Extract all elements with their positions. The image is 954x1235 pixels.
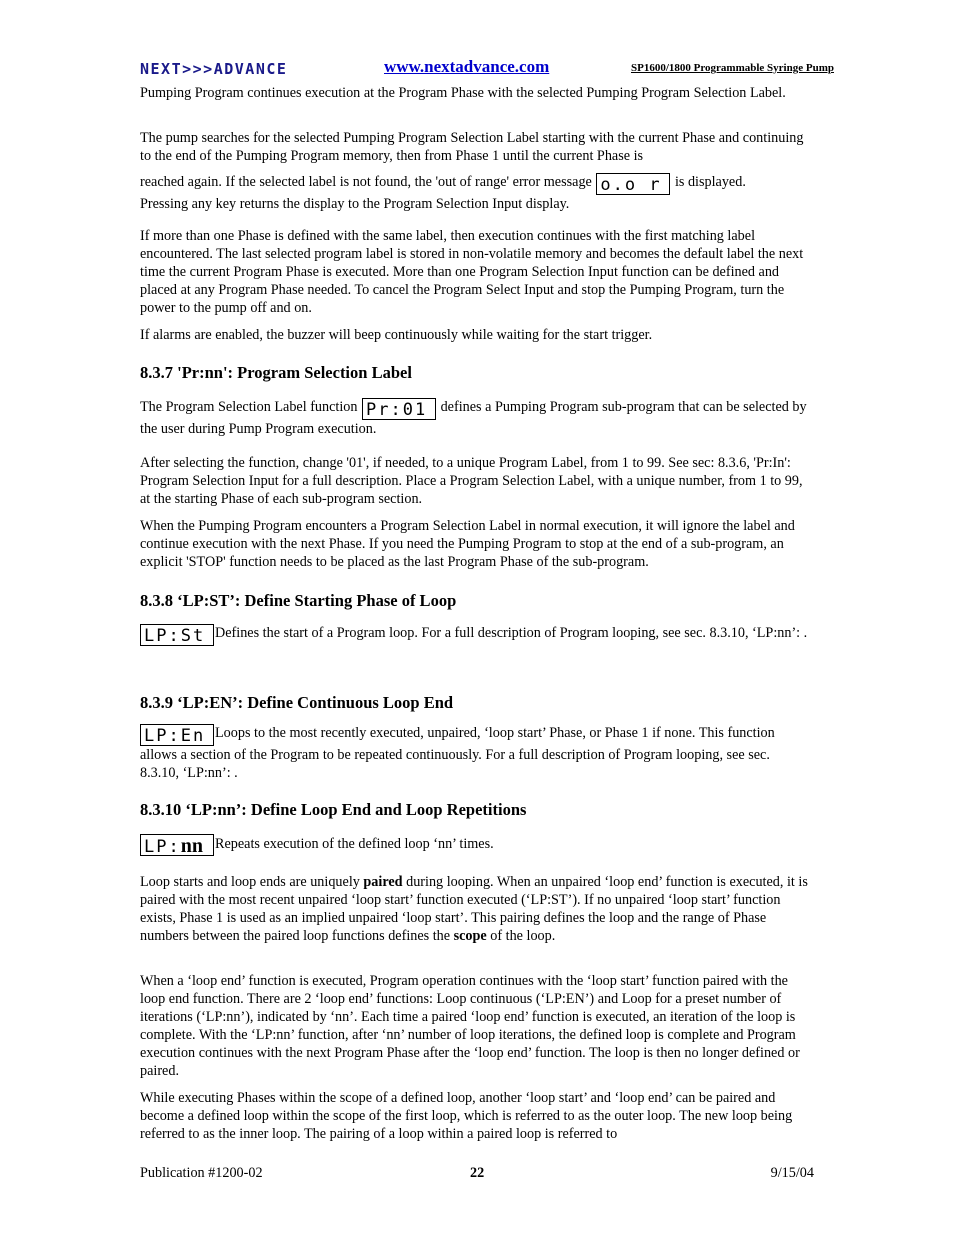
section-heading-8-3-8: 8.3.8 ‘LP:ST’: Define Starting Phase of Loop xyxy=(140,591,457,610)
paragraph-label-execution: When the Pumping Program encounters a Program Selection Label in normal execution, it will ignore the label and continue execution with the next Phase. If you need the Pumping Program to stop at the end of a sub-program, an explicit 'STOP' function needs to be placed as the last Program Phase of the sub-program. xyxy=(140,518,795,570)
paragraph-program-label: The Program Selection Label function Pr:01 defines a Pumping Program sub-program that can be selected by the user during Pump Program execution. xyxy=(140,399,807,437)
paragraph-label-selection: After selecting the function, change '01', if needed, to a unique Program Label, from 1 to 99. See sec: 8.3.6, 'Pr:In': Program Selection Input for a full description. Place a Program Selection Label, with a unique number, from 1 to 99, at the starting Phase of each sub-program section. xyxy=(140,455,803,507)
paragraph-nested-loops: While executing Phases within the scope of a defined loop, another ‘loop start’ and ‘loop end’ can be paired and become a defined loop within the scope of the first loop, which is referred to as the outer loop. The new loop being referred to as the inner loop. The pairing of a loop within a paired loop is referred to xyxy=(140,1090,793,1142)
website-link[interactable]: www.nextadvance.com xyxy=(384,57,550,76)
paragraph-alarms: If alarms are enabled, the buzzer will beep continuously while waiting for the start trigger. xyxy=(140,327,653,343)
lcd-lp-st-display: LP:St xyxy=(140,624,214,646)
paragraph-duplicate-labels: If more than one Phase is defined with the same label, then execution continues with the first matching label encountered. The last selected program label is stored in non-volatile memory and becomes the default label the next time the current Program Phase is executed. More than one Program Selection Input function can be defined and placed at any Program Phase needed. To cancel the Program Select Input and stop the Pumping Program, turn the power to the pump off and on. xyxy=(140,228,804,316)
paragraph-loop-repetitions: LP:nn Repeats execution of the defined loop ‘nn’ times. xyxy=(140,834,810,856)
lcd-pr-01-display: Pr:01 xyxy=(362,398,436,420)
lcd-out-of-range-display: o.o r xyxy=(596,173,670,195)
paragraph-loop-end-execution: When a ‘loop end’ function is executed, Program operation continues with the ‘loop start’ function paired with the loop end function. There are 2 ‘loop end’ functions: Loop continuous (‘LP:EN’) and Loop for a preset number of iterations (‘LP:nn’), indicated by ‘nn’. Each time a paired ‘loop end’ function is executed, an iteration of the loop is complete. With the ‘LP:nn’ function, after ‘nn’ number of loop iterations, the defined loop is complete and Program execution continues with the next Program Phase after the ‘loop end’ function. The loop is then no longer defined or paired. xyxy=(140,973,800,1079)
paragraph-loop-start: LP:St Defines the start of a Program loop. For a full description of Program looping, see sec. 8.3.10, ‘LP:nn’: . xyxy=(140,624,810,646)
section-heading-8-3-10: 8.3.10 ‘LP:nn’: Define Loop End and Loop Repetitions xyxy=(140,800,527,819)
paragraph-loop-continuous: LP:En Loops to the most recently executed, unpaired, ‘loop start’ Phase, or Phase 1 if none. This function allows a section of the Program to be repeated continuously. For a full description of Program looping, see sec. 8.3.10, ‘LP:nn’: . xyxy=(140,725,775,781)
page-number: 22 xyxy=(470,1165,485,1181)
document-title: SP1600/1800 Programmable Syringe Pump xyxy=(631,62,834,74)
lcd-lp-nn-display: LP:nn xyxy=(140,834,214,856)
paragraph-continuation: Pumping Program continues execution at the Program Phase with the selected Pumping Program Selection Label. xyxy=(140,85,786,101)
paragraph-search: The pump searches for the selected Pumping Program Selection Label starting with the current Phase and continuing to the end of the Pumping Program memory, then from Phase 1 until the current Phase is reached again. If the selected label is not found, the 'out of range' error message o.o r is displayed. Pressing any key returns the display to the Program Selection Input display. xyxy=(140,130,804,212)
page-header xyxy=(140,57,862,81)
section-heading-8-3-7: 8.3.7 'Pr:nn': Program Selection Label xyxy=(140,363,412,382)
company-logo: NEXT>>>ADVANCE xyxy=(140,60,288,78)
lcd-lp-en-display: LP:En xyxy=(140,724,214,746)
publication-number: Publication #1200-02 xyxy=(140,1165,263,1181)
publication-date: 9/15/04 xyxy=(770,1165,814,1181)
paragraph-loop-pairing: Loop starts and loop ends are uniquely paired during looping. When an unpaired ‘loop end’ function is executed, it is paired with the most recent unpaired ‘loop start’ function executed (‘LP:ST’). If no unpaired ‘loop start’ function exists, Phase 1 is used as an implied unpaired ‘loop start’. This pairing defines the loop and the range of Phase numbers between the paired loop functions defines the scope of the loop. xyxy=(140,874,808,944)
section-heading-8-3-9: 8.3.9 ‘LP:EN’: Define Continuous Loop End xyxy=(140,693,454,712)
